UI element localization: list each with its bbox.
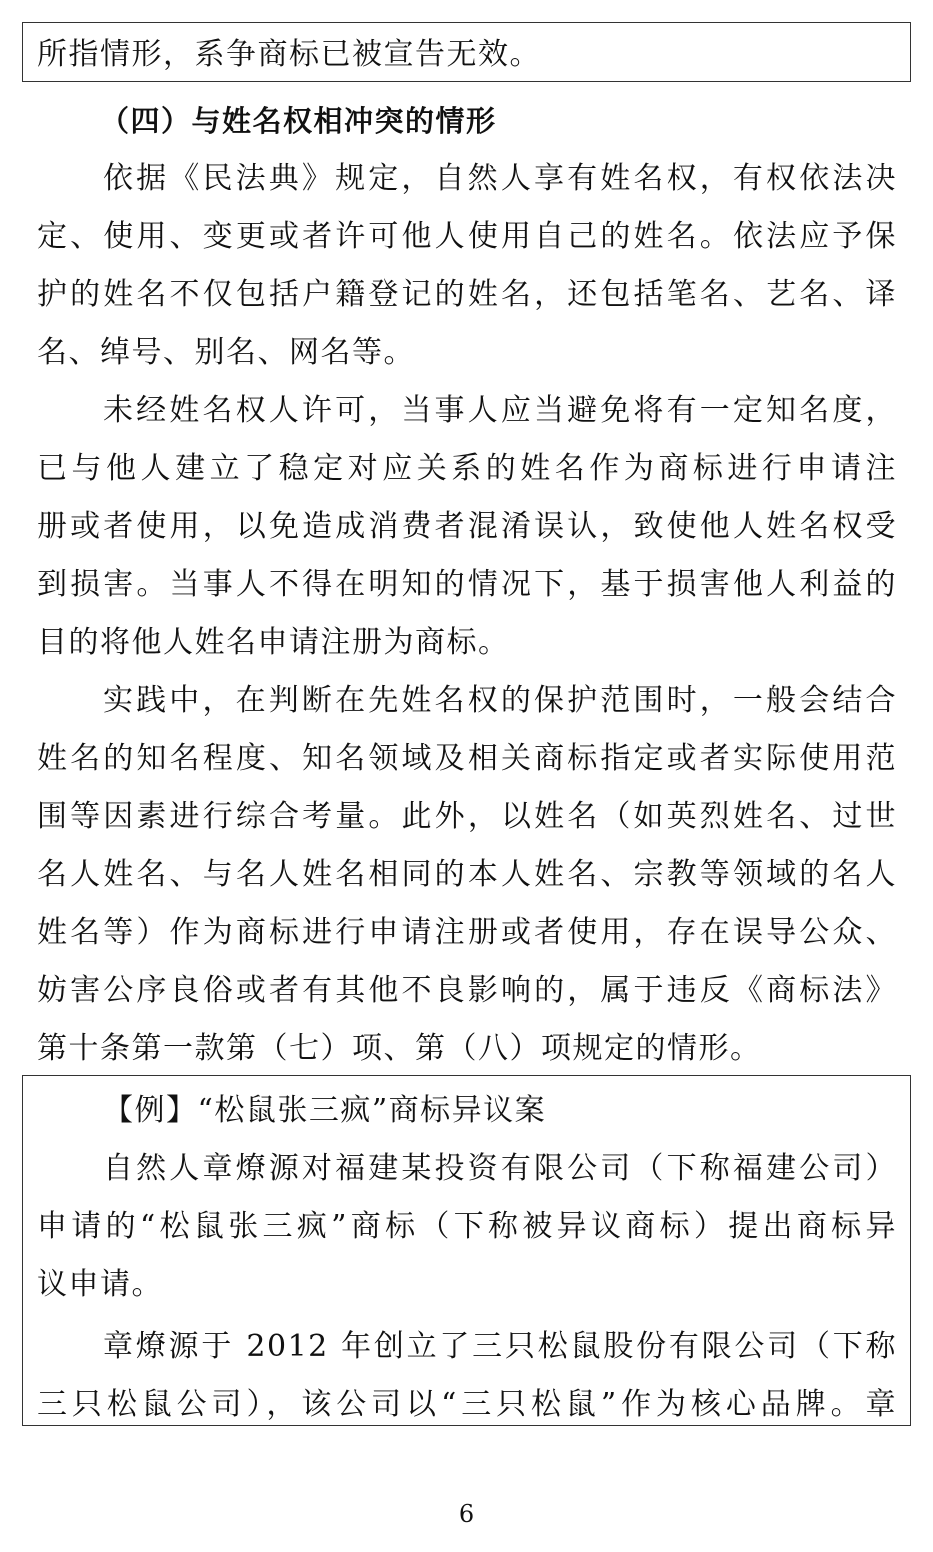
paragraph-line: 定、使用、变更或者许可他人使用自己的姓名。依法应予保	[37, 219, 897, 254]
paragraph-line: 妨害公序良俗或者有其他不良影响的，属于违反《商标法》	[37, 973, 897, 1008]
example-paragraph-line: 自然人章燎源对福建某投资有限公司（下称福建公司）	[103, 1151, 897, 1186]
paragraph-line: 第十条第一款第（七）项、第（八）项规定的情形。	[37, 1031, 762, 1066]
paragraph-line: 册或者使用，以免造成消费者混淆误认，致使他人姓名权受	[37, 509, 897, 544]
example-paragraph-line: 三只松鼠公司），该公司以“三只松鼠”作为核心品牌。章	[37, 1387, 897, 1422]
section-heading: （四）与姓名权相冲突的情形	[100, 104, 497, 138]
paragraph-line: 到损害。当事人不得在明知的情况下，基于损害他人利益的	[37, 567, 897, 602]
paragraph-line: 名人姓名、与名人姓名相同的本人姓名、宗教等领域的名人	[37, 857, 897, 892]
paragraph-line: 已与他人建立了稳定对应关系的姓名作为商标进行申请注	[37, 451, 897, 486]
paragraph-line: 未经姓名权人许可，当事人应当避免将有一定知名度，	[103, 393, 897, 428]
example-title: 【例】“松鼠张三疯”商标异议案	[103, 1093, 547, 1128]
paragraph-line: 名、绰号、别名、网名等。	[37, 335, 415, 370]
paragraph-line: 依据《民法典》规定，自然人享有姓名权，有权依法决	[103, 161, 897, 196]
paragraph-line: 目的将他人姓名申请注册为商标。	[37, 625, 510, 660]
example-paragraph-line: 议申请。	[37, 1267, 163, 1302]
continued-case-line: 所指情形，系争商标已被宣告无效。	[37, 37, 541, 72]
example-paragraph-line: 申请的“松鼠张三疯”商标（下称被异议商标）提出商标异	[37, 1209, 897, 1244]
paragraph-line: 护的姓名不仅包括户籍登记的姓名，还包括笔名、艺名、译	[37, 277, 897, 312]
paragraph-line: 围等因素进行综合考量。此外，以姓名（如英烈姓名、过世	[37, 799, 897, 834]
paragraph-line: 姓名的知名程度、知名领域及相关商标指定或者实际使用范	[37, 741, 897, 776]
example-paragraph-line: 章燎源于 2012 年创立了三只松鼠股份有限公司（下称	[103, 1329, 897, 1364]
paragraph-line: 实践中，在判断在先姓名权的保护范围时，一般会结合	[103, 683, 897, 718]
paragraph-line: 姓名等）作为商标进行申请注册或者使用，存在误导公众、	[37, 915, 897, 950]
page-number: 6	[458, 1500, 475, 1528]
